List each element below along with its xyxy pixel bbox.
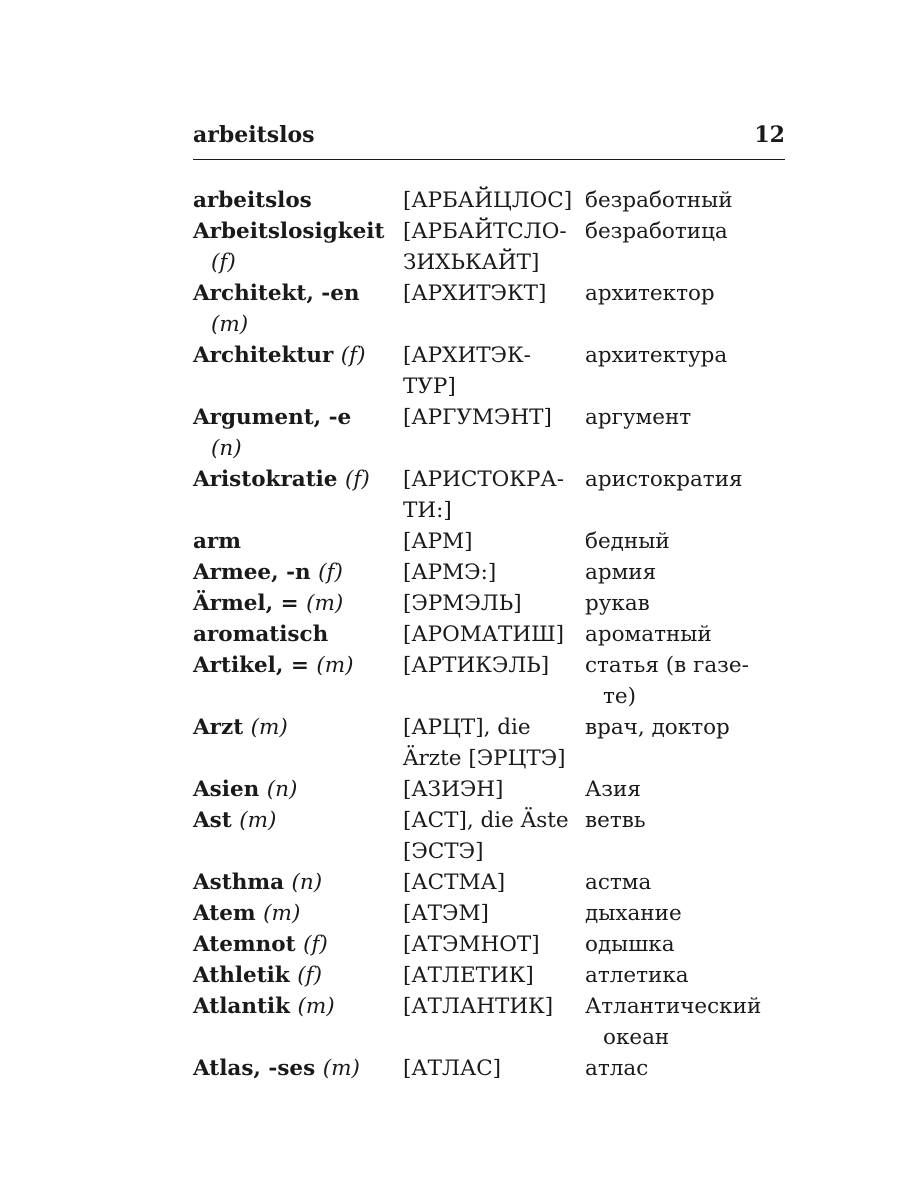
entry-translation: архитектор [585,281,715,306]
entry-translation: Азия [585,777,641,802]
entry-pronunciation: [АРМ] [403,529,473,554]
dictionary-entries [193,185,793,1084]
entry-word: Architekt, -en (m) [193,278,403,340]
entry-gender: (n) [291,870,323,895]
dictionary-entry [193,402,793,464]
entry-translation: ароматный [585,622,712,647]
entry-pronunciation: [АРТИКЭЛЬ] [403,653,550,678]
entry-translation: статья (в газе- те) [585,650,793,712]
entry-word: Atemnot (f) [193,932,328,957]
entry-word: Aristokratie (f) [193,467,370,492]
dictionary-entry [193,619,793,650]
entry-gender: (m) [306,591,344,616]
entry-gender: (f) [340,343,366,368]
dictionary-entry [193,867,793,898]
entry-gender: (m) [316,653,354,678]
entry-gender: (n) [211,436,242,461]
entry-word: arm [193,529,242,554]
entry-word: arbeitslos [193,188,312,213]
entry-translation: безработица [585,219,728,244]
entry-pronunciation: [АЗИЭН] [403,777,504,802]
entry-translation: ветвь [585,808,646,833]
dictionary-entry [193,712,793,774]
dictionary-entry [193,526,793,557]
entry-translation: атлетика [585,963,689,988]
entry-translation-continuation: те) [603,684,637,709]
entry-word: Armee, -n (f) [193,560,343,585]
entry-pronunciation: [АРЦТ], die Ärzte [ЭРЦТЭ] [403,715,566,771]
entry-pronunciation: [АРМЭ:] [403,560,497,585]
entry-pronunciation: [АРБАЙТСЛО- ЗИХЬКАЙТ] [403,219,567,275]
dictionary-entry [193,929,793,960]
running-head [193,122,785,158]
entry-pronunciation: [АТЛАС] [403,1056,502,1081]
entry-translation: атлас [585,1056,649,1081]
dictionary-entry [193,464,793,526]
entry-word: Ärmel, = (m) [193,591,344,616]
entry-translation: аргумент [585,405,692,430]
entry-gender: (f) [318,560,343,585]
entry-pronunciation: [АРОМАТИШ] [403,622,565,647]
entry-word: Arbeitslosigkeit (f) [193,216,403,278]
entry-pronunciation: [АТЛАНТИК] [403,994,554,1019]
dictionary-entry [193,557,793,588]
entry-gender: (m) [297,994,335,1019]
entry-pronunciation: [АСТ], die Äste [ЭСТЭ] [403,808,569,864]
entry-word: Asien (n) [193,777,298,802]
entry-translation: рукав [585,591,650,616]
entry-translation-continuation: океан [603,1025,670,1050]
entry-gender: (m) [263,901,301,926]
header-divider [193,159,785,160]
entry-pronunciation: [АРГУМЭНТ] [403,405,552,430]
entry-word: Atlas, -ses (m) [193,1056,360,1081]
entry-pronunciation: [АТЭМНОТ] [403,932,540,957]
entry-pronunciation: [АРХИТЭКТ] [403,281,547,306]
entry-word: Arzt (m) [193,715,288,740]
entry-pronunciation: [ЭРМЭЛЬ] [403,591,522,616]
dictionary-entry [193,960,793,991]
entry-pronunciation: [АТЛЕТИК] [403,963,534,988]
entry-translation: астма [585,870,652,895]
entry-pronunciation: [АРБАЙЦЛОС] [403,188,573,213]
entry-gender: (m) [239,808,277,833]
entry-word: Atem (m) [193,901,301,926]
running-head-word: arbeitslos [193,122,315,148]
entry-translation: безработный [585,188,733,213]
entry-word: Athletik (f) [193,963,322,988]
entry-gender: (f) [297,963,322,988]
dictionary-entry [193,898,793,929]
entry-gender: (m) [250,715,288,740]
entry-gender: (f) [345,467,370,492]
dictionary-entry [193,185,793,216]
entry-translation: аристократия [585,467,743,492]
entry-pronunciation: [АРХИТЭК- ТУР] [403,343,531,399]
entry-translation: бедный [585,529,670,554]
entry-word: Ast (m) [193,808,277,833]
entry-pronunciation: [АТЭМ] [403,901,489,926]
entry-translation: одышка [585,932,675,957]
entry-gender: (n) [266,777,298,802]
dictionary-entry [193,1053,793,1084]
entry-gender: (m) [211,312,249,337]
entry-word: Argument, -e (n) [193,402,403,464]
entry-translation: армия [585,560,657,585]
dictionary-entry [193,774,793,805]
entry-word: Asthma (n) [193,870,323,895]
dictionary-entry [193,650,793,712]
entry-word: aromatisch [193,622,329,647]
entry-word: Architektur (f) [193,343,366,368]
dictionary-entry [193,991,793,1053]
entry-pronunciation: [АРИСТОКРА- ТИ:] [403,467,564,523]
entry-word: Artikel, = (m) [193,653,354,678]
entry-pronunciation: [АСТМА] [403,870,506,895]
entry-translation: врач, доктор [585,715,730,740]
dictionary-entry [193,340,793,402]
entry-gender: (f) [211,250,236,275]
entry-word: Atlantik (m) [193,994,335,1019]
entry-translation: Атлантический океан [585,991,793,1053]
entry-gender: (m) [322,1056,360,1081]
dictionary-entry [193,588,793,619]
dictionary-entry [193,216,793,278]
entry-gender: (f) [303,932,328,957]
entry-translation: архитектура [585,343,728,368]
dictionary-entry [193,805,793,867]
entry-translation: дыхание [585,901,682,926]
page-number: 12 [754,122,785,148]
dictionary-entry [193,278,793,340]
